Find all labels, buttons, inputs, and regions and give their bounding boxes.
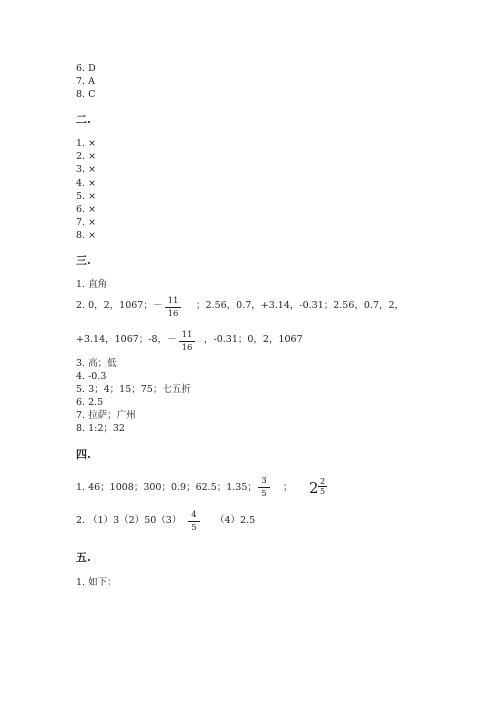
- answer-line: 8. C: [76, 89, 96, 100]
- answer-line: 1. 46；1008；300；0.9；62.5；1.35；: [76, 482, 257, 493]
- mixed-number-fraction: [318, 477, 327, 496]
- answer-line: （4）2.5: [215, 515, 256, 526]
- fraction-numerator: 11: [179, 330, 195, 342]
- answer-line: 7. ×: [76, 217, 97, 228]
- answer-line: 2. （1）3（2）50（3）: [76, 515, 182, 526]
- fraction-denominator: 5: [191, 523, 197, 533]
- separator: ；: [283, 482, 293, 493]
- section-heading-2: 二.: [76, 113, 91, 126]
- fraction-denominator: 5: [261, 489, 267, 499]
- mixed-number: [309, 477, 326, 497]
- answer-line: 2. 0，2，1067；－: [76, 300, 163, 311]
- fraction-numerator: 4: [188, 510, 200, 522]
- answer-line: ；2.56，0.7，+3.14，-0.31；2.56，0.7，2，: [196, 300, 405, 311]
- answer-line: 8. 1:2；32: [76, 423, 125, 434]
- fraction-numerator: 11: [165, 296, 181, 308]
- section-heading-5: 五.: [76, 551, 91, 564]
- fraction: [188, 510, 200, 533]
- fraction-numerator: 2: [319, 477, 326, 486]
- fraction: [179, 330, 195, 353]
- answer-line: 3. ×: [76, 164, 97, 175]
- answer-line: 6. ×: [76, 204, 97, 215]
- answer-line: 4. ×: [76, 178, 97, 189]
- answer-line: 1. 直角: [76, 279, 108, 290]
- answer-line: ，-0.31；0，2，1067: [204, 334, 303, 345]
- fraction-numerator: 3: [258, 476, 270, 488]
- section-heading-4: 四.: [76, 448, 91, 461]
- section-heading-3: 三.: [76, 254, 91, 267]
- answer-line: 7. 拉萨；广州: [76, 410, 136, 421]
- fraction: [258, 476, 270, 499]
- answer-line: 7. A: [76, 76, 95, 87]
- answer-line: 6. D: [76, 63, 96, 74]
- fraction-denominator: 5: [319, 487, 326, 496]
- answer-line: 4. -0.3: [76, 371, 107, 382]
- answer-line: 6. 2.5: [76, 397, 104, 408]
- answer-line: 3. 高；低: [76, 358, 117, 369]
- fraction-denominator: 16: [181, 343, 193, 353]
- answer-line: 2. ×: [76, 151, 97, 162]
- answer-line: +3.14，1067；-8，－: [76, 334, 177, 345]
- answer-line: 8. ×: [76, 230, 97, 241]
- mixed-number-whole: 2: [309, 479, 319, 497]
- answer-line: 5. ×: [76, 191, 97, 202]
- answer-line: 5. 3；4；15；75；七五折: [76, 384, 191, 395]
- answer-line: 1. ×: [76, 138, 97, 149]
- fraction: [165, 296, 181, 319]
- fraction-denominator: 16: [167, 309, 179, 319]
- answer-line: 1. 如下：: [76, 577, 117, 588]
